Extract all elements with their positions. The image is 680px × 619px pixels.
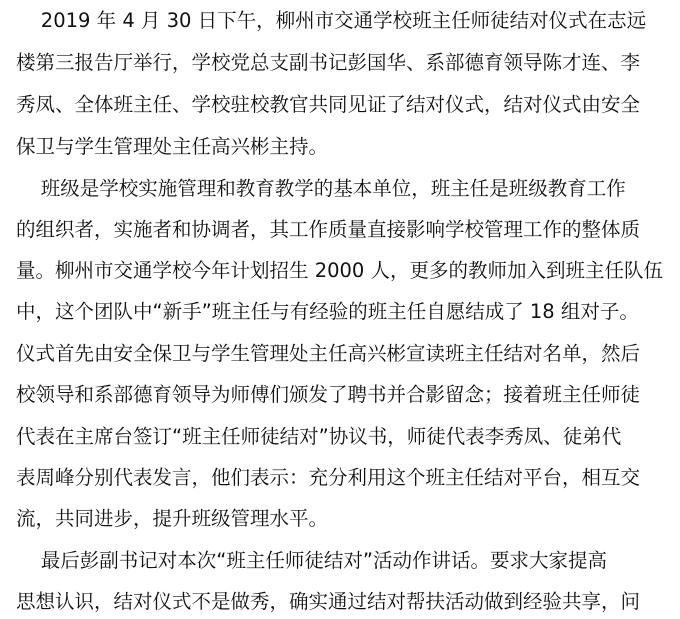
text-line: 思想认识，结对仪式不是做秀，确实通过结对帮扶活动做到经验共享，问 xyxy=(16,590,641,613)
text-line: 校领导和系部德育领导为师傅们颁发了聘书并合影留念；接着班主任师徒 xyxy=(16,383,641,406)
text-line: 仪式首先由安全保卫与学生管理处主任高兴彬宣读班主任结对名单，然后 xyxy=(16,342,641,365)
text-line: 秀凤、全体班主任、学校驻校教官共同见证了结对仪式，结对仪式由安全 xyxy=(16,93,641,116)
text-line: 班级是学校实施管理和教育教学的基本单位，班主任是班级教育工作 xyxy=(16,177,626,200)
text-line: 代表在主席台签订“班主任师徒结对”协议书，师徒代表李秀凤、徒弟代 xyxy=(16,425,622,448)
text-line: 表周峰分别代表发言，他们表示：充分利用这个班主任结对平台，相互交 xyxy=(16,466,641,489)
text-line: 流，共同进步，提升班级管理水平。 xyxy=(16,507,329,530)
text-line: 的组织者，实施者和协调者，其工作质量直接影响学校管理工作的整体质 xyxy=(16,218,641,241)
text-line: 量。柳州市交通学校今年计划招生 2000 人，更多的教师加入到班主任队伍 xyxy=(16,259,664,282)
text-line: 最后彭副书记对本次“班主任师徒结对”活动作讲话。要求大家提高 xyxy=(16,549,607,572)
text-line: 楼第三报告厅举行，学校党总支副书记彭国华、系部德育领导陈才连、李 xyxy=(16,51,641,74)
text-line: 2019 年 4 月 30 日下午，柳州市交通学校班主任师徒结对仪式在志远 xyxy=(16,9,647,32)
text-line: 保卫与学生管理处主任高兴彬主持。 xyxy=(16,135,329,158)
text-line: 中，这个团队中“新手”班主任与有经验的班主任自愿结成了 18 组对子。 xyxy=(16,300,639,323)
